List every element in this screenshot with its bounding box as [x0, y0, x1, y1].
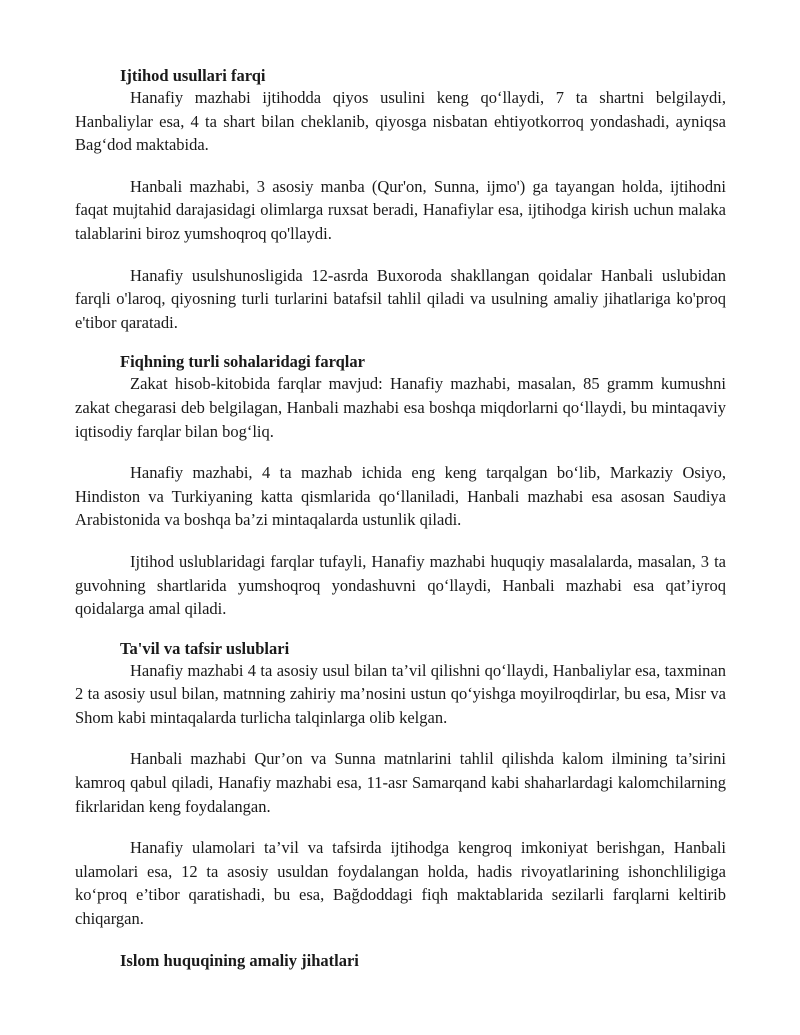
paragraph: Hanbali mazhabi, 3 asosiy manba (Qur'on, Sunna, ijmo') ga tayangan holda, ijtihodni faqat mujtahid darajasidagi olimlarga ruxsat beradi, Hanafiylar esa, ijtihodga kirish uchun malaka talablarini biroz yumshoqroq qo'llaydi.: [75, 176, 726, 243]
section-heading: Fiqhning turli sohalaridagi farqlar: [120, 352, 365, 372]
paragraph: Hanafiy mazhabi 4 ta asosiy usul bilan ta’vil qilishni qo‘llaydi, Hanbaliylar esa, taxminan 2 ta asosiy usul bilan, matnning zahiriy ma’nosini ustun qo‘yishga moyilroqdirlar, bu esa, Misr va Shom kabi mintaqalarda turlicha talqinlarga olib kelgan.: [75, 660, 726, 727]
paragraph: Zakat hisob-kitobida farqlar mavjud: Hanafiy mazhabi, masalan, 85 gramm kumushni zakat chegarasi deb belgilagan, Hanbali mazhabi esa boshqa miqdorlarni qo‘llaydi, bu mintaqaviy iqtisodiy farqlar bilan bog‘liq.: [75, 374, 726, 441]
section-heading: Ijtihod usullari farqi: [120, 66, 266, 85]
section-heading: Ta'vil va tafsir uslublari: [120, 638, 290, 658]
document-page: [75, 66, 726, 971]
section-tavil-tafsir: [75, 639, 726, 931]
paragraph: Ijtihod uslublaridagi farqlar tufayli, Hanafiy mazhabi huquqiy masalalarda, masalan, 3 ta guvohning shartlarida yumshoqroq yondashuvni qo‘llaydi, Hanbali mazhabi esa qat’iyroq qoidalarga amal qiladi.: [75, 551, 726, 619]
paragraph: Hanbali mazhabi Qur’on va Sunna matnlarini tahlil qilishda kalom ilmining ta’sirini kamroq qabul qiladi, Hanafiy mazhabi esa, 11-asr Samarqand kabi shaharlardagi kalomchilarning fikrlaridan keng foydalangan.: [75, 749, 726, 816]
section-ijtihod-methods: [75, 66, 726, 334]
paragraph: Hanafiy usulshunosligida 12-asrda Buxoroda shakllangan qoidalar Hanbali uslubidan farqli o'laroq, qiyosning turli turlarini batafsil tahlil qiladi va usulning amaliy jihatlariga ko'proq e'tibor qaratadi.: [75, 265, 726, 332]
paragraph: Hanafiy mazhabi, 4 ta mazhab ichida eng keng tarqalgan bo‘lib, Markaziy Osiyo, Hindiston va Turkiyaning katta qismlarida qo‘llaniladi, Hanbali mazhabi esa asosan Saudiya Arabistonida va boshqa ba’zi mintaqalarda ustunlik qiladi.: [75, 463, 726, 530]
section-fiqh-differences: [75, 352, 726, 620]
paragraph: Hanafiy ulamolari ta’vil va tafsirda ijtihodga kengroq imkoniyat berishgan, Hanbali ulamolari esa, 12 ta asosiy usuldan foydalangan holda, hadis rivoyatlarining ishonchliligiga ko‘proq e’tibor qaratishadi, bu esa, Bağdoddagi fiqh maktablarida sezilarli farqlarni keltirib chiqargan.: [75, 838, 726, 929]
section-heading: Islom huquqining amaliy jihatlari: [120, 950, 359, 970]
paragraph: Hanafiy mazhabi ijtihodda qiyos usulini keng qo‘llaydi, 7 ta shartni belgilaydi, Hanbaliylar esa, 4 ta shart bilan cheklanib, qiyosga nisbatan ehtiyotkorroq yondashadi, ayniqsa Bag‘dod maktabida.: [75, 88, 726, 155]
section-practical-aspects: [75, 951, 726, 971]
